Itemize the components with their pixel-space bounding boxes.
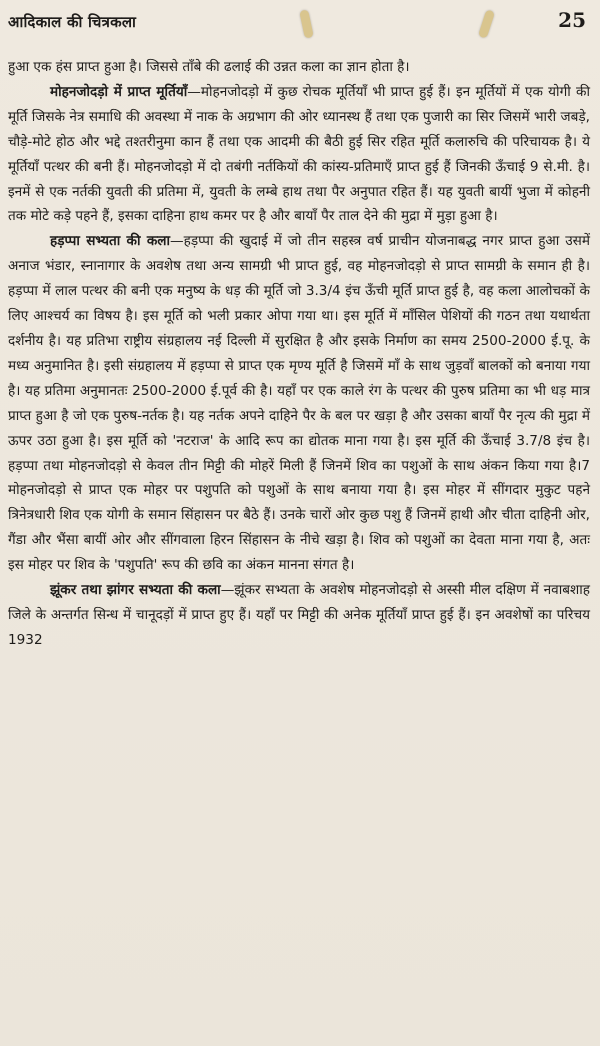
page-header (0, 6, 600, 40)
page-number: 25 (558, 8, 586, 32)
running-head: आदिकाल की चित्रकला (8, 13, 137, 31)
section-heading: मोहनजोदड़ो में प्राप्त मूर्तियाँ (50, 83, 188, 100)
staple-mark (299, 9, 314, 38)
paragraph-jhukar (8, 578, 590, 653)
paragraph-harappa (8, 229, 590, 578)
paragraph-text: हुआ एक हंस प्राप्त हुआ है। जिससे ताँबे की ढलाई की उन्नत कला का ज्ञान होता है। (8, 59, 410, 75)
paragraph-text: —झूंकर सभ्यता के अवशेष मोहनजोदड़ो से अस्सी मील दक्षिण में नवाबशाह जिले के अन्तर्गत सिन्ध में चानूदड़ों में प्राप्त हुए हैं। यहाँ पर मिट्टी की अनेक मूर्तियाँ प्राप्त हुई हैं। इन अवशेषों का परिचय 1932 (8, 582, 590, 648)
body-text (8, 55, 590, 653)
paragraph-continuation (8, 55, 590, 80)
paragraph-mohenjodaro (8, 80, 590, 229)
paragraph-text: —हड़प्पा की खुदाई में जो तीन सहस्त्र वर्ष प्राचीन योजनाबद्ध नगर प्राप्त हुआ उसमें अनाज भंडार, स्नानागार के अवशेष तथा अन्य सामग्री भी प्राप्त हुई, वह मोहनजोदड़ो से प्राप्त सामग्री के समान ही है। हड़प्पा में लाल पत्थर की बनी एक मनुष्य के धड़ की मूर्ति जो 3.3/4 इंच ऊँची मूर्ति प्राप्त हुई है, वह कला आलोचकों के लिए आश्चर्य का विषय है। इस मूर्ति को भली प्रकार ओपा गया था। इस मूर्ति में माँसिल पेशियों की गठन तथा यथार्थता दर्शनीय है। यह प्रतिभा राष्ट्रीय संग्रहालय नई दिल्ली में सुरक्षित है और इसके निर्माण का समय 2500-2000 ई.पू. के मध्य अनुमानित है। इसी संग्रहालय में हड़प्पा से प्राप्त एक मृण्य मूर्ति है जिसमें माँ के साथ जुड़वाँ बालकों को बनाया गया है। यह प्रतिमा अनुमानतः 2500-2000 ई.पूर्व की है। यहाँ पर एक काले रंग के पत्थर की पुरुष प्रतिमा का भी धड़ मात्र प्राप्त हुआ है जो एक पुरुष-नर्तक है। यह नर्तक अपने दाहिने पैर के बल पर खड़ा है और उसका बायाँ पैर नृत्य की मुद्रा में ऊपर उठा हुआ है। इस मूर्ति को 'नटराज' के आदि रूप का द्योतक माना गया है। इस मूर्ति की ऊँचाई 3.7/8 इंच है। हड़प्पा तथा मोहनजोदड़ो से केवल तीन मिट्टी की मोहरें मिली हैं जिनमें शिव का पशुओं के साथ अंकन किया गया है।7 मोहनजोदड़ो से प्राप्त एक मोहर पर पशुपति को पशुओं के साथ बनाया गया है। इस मोहर में सींगदार मुकुट पहने त्रिनेत्रधारी शिव एक योगी के समान सिंहासन पर बैठे हैं। उनके चारों ओर कुछ पशु हैं जिनमें हाथी और चीता दाहिनी ओर, गैंडा और भैंसा बायीं ओर और सींगवाला हिरन सिंहासन के नीचे खड़ा है। शिव को पशुओं का देवता माना गया है, अतः इस मोहर पर शिव के 'पशुपति' रूप की छवि का अंकन मानना संगत है। (8, 233, 590, 574)
paragraph-text: —मोहनजोदड़ो में कुछ रोचक मूर्तियाँ भी प्राप्त हुई हैं। इन मूर्तियों में एक योगी की मूर्ति जिसके नेत्र समाधि की अवस्था में नाक के अग्रभाग की ओर ध्यानस्थ हैं तथा एक पुजारी का सिर जिसमें भारी जबड़े, चौड़े-मोटे होठ और भद्दे तश्तरीनुमा कान हैं तथा एक आदमी की बैठी हुई सिर रहित मूर्ति कलारुचि की परिचायक है। ये मूर्तियाँ पत्थर की बनी हैं। मोहनजोदड़ो में दो तबंगी नर्तकियों की कांस्य-प्रतिमाएँ प्राप्त हुई हैं जिनकी ऊँचाई 9 से.मी. है। इनमें से एक नर्तकी युवती की प्रतिमा में, युवती के लम्बे हाथ तथा पैर अनुपात रहित हैं। यह युवती बायीं भुजा में कोहनी तक मोटे कड़े पहने हैं, इसका दाहिना हाथ कमर पर है और बायाँ पैर ताल देने की मुद्रा में मुड़ा हुआ है। (8, 83, 590, 225)
section-heading: झूंकर तथा झांगर सभ्यता की कला (50, 582, 221, 599)
section-heading: हड़प्पा सभ्यता की कला (50, 233, 171, 250)
staple-mark (478, 9, 495, 38)
